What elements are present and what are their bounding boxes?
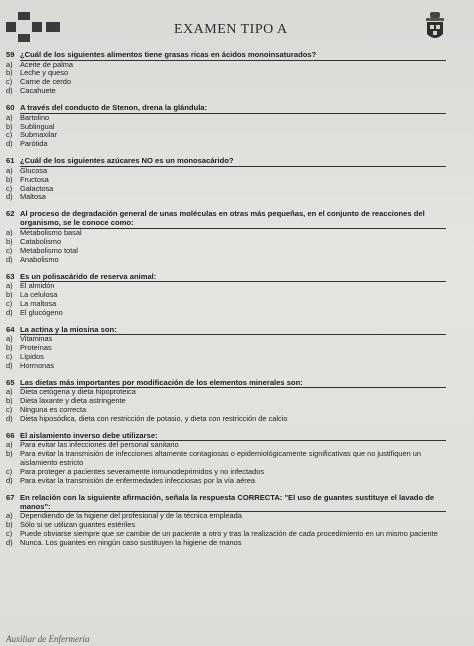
question-number: 60 bbox=[6, 103, 15, 113]
option-letter: a) bbox=[6, 387, 13, 397]
answer-option bbox=[6, 539, 446, 548]
question-number: 64 bbox=[6, 324, 15, 334]
option-text: Metabolismo basal bbox=[20, 227, 82, 237]
option-letter: b) bbox=[6, 68, 13, 78]
option-text: Nunca. Los guantes en ningún caso sustituyen la higiene de manos bbox=[20, 538, 242, 548]
question-item bbox=[6, 431, 446, 486]
answer-option bbox=[6, 123, 446, 132]
option-letter: c) bbox=[6, 467, 13, 477]
option-letter: b) bbox=[6, 449, 13, 459]
option-letter: b) bbox=[6, 343, 13, 353]
question-list bbox=[6, 50, 446, 555]
answer-option bbox=[6, 300, 446, 309]
question-number: 66 bbox=[6, 430, 15, 440]
answer-option bbox=[6, 69, 446, 78]
answer-option bbox=[6, 78, 446, 87]
question-item bbox=[6, 103, 446, 149]
option-letter: c) bbox=[6, 351, 13, 361]
option-text: Para evitar la transmisión de infecciones altamente contagiosas o epidemiológicamente significativas que no justifiquen un aislamiento estricto bbox=[20, 449, 421, 468]
option-letter: c) bbox=[6, 130, 13, 140]
answer-option bbox=[6, 131, 446, 140]
option-letter: d) bbox=[6, 307, 13, 317]
option-letter: c) bbox=[6, 77, 13, 87]
option-text: Galactosa bbox=[20, 183, 54, 193]
option-text: Aceite de palma bbox=[20, 59, 73, 69]
question-header bbox=[6, 325, 446, 336]
option-text: Carne de cerdo bbox=[20, 77, 71, 87]
question-item bbox=[6, 493, 446, 548]
institution-logo bbox=[6, 12, 60, 42]
question-text: Al proceso de degradación general de unas moléculas en otras más pequeñas, en el conjunto de reacciones del organismo, se le conoce como: bbox=[20, 209, 446, 229]
option-text: La maltosa bbox=[20, 298, 57, 308]
option-text: La celulosa bbox=[20, 289, 58, 299]
option-letter: a) bbox=[6, 59, 13, 69]
option-letter: b) bbox=[6, 289, 13, 299]
question-text: Las dietas más importantes por modificación de los elementos minerales son: bbox=[20, 378, 446, 389]
option-letter: c) bbox=[6, 298, 13, 308]
option-letter: d) bbox=[6, 413, 13, 423]
question-header bbox=[6, 272, 446, 283]
question-item bbox=[6, 325, 446, 371]
option-text: Parótida bbox=[20, 139, 48, 149]
option-letter: a) bbox=[6, 165, 13, 175]
option-letter: a) bbox=[6, 440, 13, 450]
option-text: El almidón bbox=[20, 281, 55, 290]
question-header bbox=[6, 493, 446, 513]
option-text: Metabolismo total bbox=[20, 245, 78, 255]
question-number: 67 bbox=[6, 492, 15, 502]
question-number: 65 bbox=[6, 377, 15, 387]
question-number: 63 bbox=[6, 271, 15, 281]
answer-option bbox=[6, 344, 446, 353]
option-letter: d) bbox=[6, 254, 13, 264]
answer-option bbox=[6, 282, 446, 291]
option-letter: d) bbox=[6, 86, 13, 96]
option-letter: d) bbox=[6, 476, 13, 485]
question-text: A través del conducto de Stenon, drena la glándula: bbox=[20, 103, 446, 114]
answer-option bbox=[6, 415, 446, 424]
answer-option bbox=[6, 61, 446, 70]
option-letter: a) bbox=[6, 334, 13, 344]
option-letter: d) bbox=[6, 538, 13, 548]
option-letter: b) bbox=[6, 174, 13, 184]
question-item bbox=[6, 378, 446, 424]
option-text: Catabolismo bbox=[20, 236, 62, 246]
option-text: Leche y queso bbox=[20, 68, 69, 78]
option-letter: a) bbox=[6, 511, 13, 521]
option-letter: a) bbox=[6, 281, 13, 290]
option-text: Para evitar las infecciones del personal sanitario bbox=[20, 440, 179, 450]
option-letter: b) bbox=[6, 396, 13, 406]
option-text: Dependiendo de la higiene del profesional y de la técnica empleada bbox=[20, 511, 242, 521]
option-letter: b) bbox=[6, 121, 13, 131]
option-text: Bartolino bbox=[20, 112, 50, 122]
option-text: Vitaminas bbox=[20, 334, 53, 344]
question-header bbox=[6, 156, 446, 167]
option-letter: d) bbox=[6, 192, 13, 202]
question-number: 59 bbox=[6, 50, 15, 59]
answer-option bbox=[6, 335, 446, 344]
question-number: 62 bbox=[6, 209, 15, 219]
option-text: Hormonas bbox=[20, 360, 55, 370]
option-text: Submaxilar bbox=[20, 130, 57, 140]
question-item bbox=[6, 209, 446, 264]
question-text: El aislamiento inverso debe utilizarse: bbox=[20, 431, 446, 442]
option-text: Para evitar la transmisión de enfermedades infecciosas por la vía aérea bbox=[20, 476, 255, 485]
option-text: Sublingual bbox=[20, 121, 55, 131]
option-text: Lípidos bbox=[20, 351, 44, 361]
option-letter: d) bbox=[6, 139, 13, 149]
option-text: Glucosa bbox=[20, 165, 48, 175]
option-letter: c) bbox=[6, 529, 13, 539]
question-item bbox=[6, 272, 446, 318]
question-text: La actina y la miosina son: bbox=[20, 325, 446, 336]
option-text: Cacahuete bbox=[20, 86, 56, 96]
answer-option bbox=[6, 229, 446, 238]
answer-option bbox=[6, 309, 446, 318]
answer-option bbox=[6, 353, 446, 362]
question-header bbox=[6, 103, 446, 114]
answer-option bbox=[6, 193, 446, 202]
coat-of-arms-icon bbox=[424, 12, 446, 42]
answer-option bbox=[6, 87, 446, 96]
option-text: Fructosa bbox=[20, 174, 49, 184]
option-text: Proteínas bbox=[20, 343, 52, 353]
answer-option bbox=[6, 450, 446, 468]
answer-option bbox=[6, 291, 446, 300]
answer-option bbox=[6, 185, 446, 194]
question-text: ¿Cuál de los siguientes azúcares NO es un monosacárido? bbox=[20, 156, 446, 167]
option-letter: c) bbox=[6, 245, 13, 255]
option-text: Dieta hiposódica, dieta con restricción de potasio, y dieta con restricción de calcio bbox=[20, 413, 288, 423]
option-letter: a) bbox=[6, 227, 13, 237]
footer-text: Auxiliar de Enfermería bbox=[6, 634, 90, 644]
question-header bbox=[6, 50, 446, 61]
question-number: 61 bbox=[6, 156, 15, 166]
option-text: Anabolismo bbox=[20, 254, 59, 264]
option-letter: a) bbox=[6, 112, 13, 122]
exam-title: EXAMEN TIPO A bbox=[174, 22, 288, 37]
option-text: Sólo si se utilizan guantes estériles bbox=[20, 520, 136, 530]
option-letter: b) bbox=[6, 520, 13, 530]
question-text: ¿Cuál de los siguientes alimentos tiene grasas ricas en ácidos monoinsaturados? bbox=[20, 50, 446, 61]
option-letter: d) bbox=[6, 360, 13, 370]
answer-option bbox=[6, 477, 446, 486]
answer-option bbox=[6, 247, 446, 256]
answer-option bbox=[6, 176, 446, 185]
answer-option bbox=[6, 256, 446, 265]
answer-option bbox=[6, 362, 446, 371]
option-text: Ninguna es correcta bbox=[20, 405, 87, 415]
option-letter: c) bbox=[6, 405, 13, 415]
answer-option bbox=[6, 167, 446, 176]
question-text: Es un polisacárido de reserva animal: bbox=[20, 272, 446, 283]
answer-option bbox=[6, 114, 446, 123]
question-text: En relación con la siguiente afirmación, señala la respuesta CORRECTA: "El uso de guantes sustituye el lavado de manos": bbox=[20, 493, 446, 513]
question-item bbox=[6, 50, 446, 96]
option-letter: c) bbox=[6, 183, 13, 193]
option-text: Para proteger a pacientes severamente inmunodeprimidos y no infectados bbox=[20, 467, 265, 477]
option-letter: b) bbox=[6, 236, 13, 246]
answer-option bbox=[6, 140, 446, 149]
question-header bbox=[6, 209, 446, 229]
option-text: Puede obviarse siempre que se cambie de un paciente a otro y tras la realización de cada procedimiento en un mismo paciente bbox=[20, 529, 438, 539]
question-item bbox=[6, 156, 446, 202]
option-text: Dieta laxante y dieta astringente bbox=[20, 396, 126, 406]
option-text: Maltosa bbox=[20, 192, 46, 202]
option-text: Dieta cetógena y dieta hipoproteica bbox=[20, 387, 136, 397]
option-text: El glucógeno bbox=[20, 307, 63, 317]
